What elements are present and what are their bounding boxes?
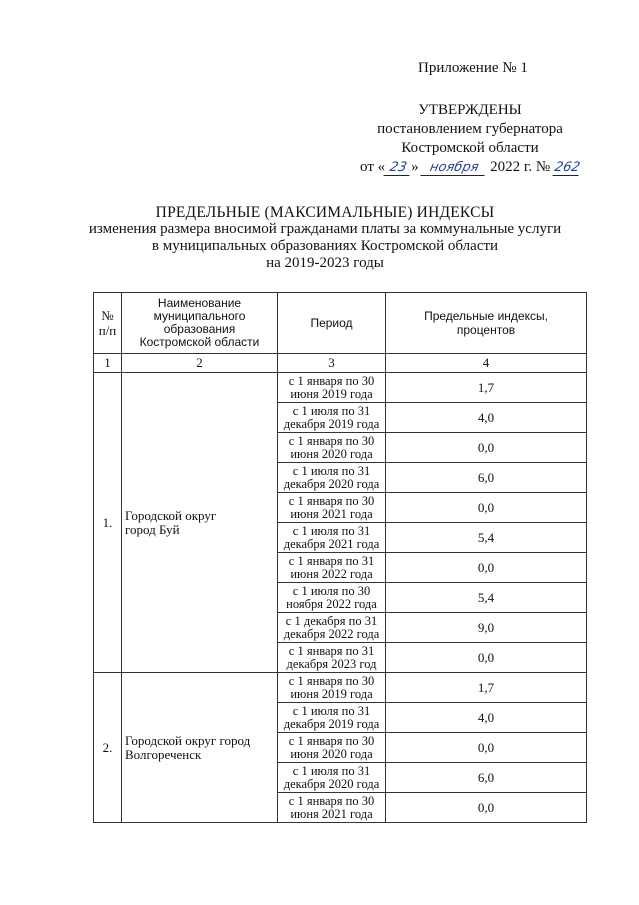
period-cell: с 1 января по 30 июня 2019 года	[278, 673, 386, 703]
table-row	[94, 673, 587, 703]
approval-line-1: постановлением губернатора	[377, 121, 563, 137]
indices-table	[93, 292, 587, 823]
index-value: 1,7	[386, 373, 587, 403]
period-cell: с 1 января по 30 июня 2021 года	[278, 793, 386, 823]
row-number: 1.	[94, 373, 122, 673]
index-value: 0,0	[386, 433, 587, 463]
header-municipality: Наименование муниципального образования Костромской области	[122, 293, 278, 354]
index-value: 0,0	[386, 553, 587, 583]
index-value: 1,7	[386, 673, 587, 703]
column-number: 4	[386, 354, 587, 373]
period-cell: с 1 декабря по 31 декабря 2022 года	[278, 613, 386, 643]
column-number: 1	[94, 354, 122, 373]
handwritten-number: 262	[553, 160, 582, 175]
period-cell: с 1 января по 30 июня 2021 года	[278, 493, 386, 523]
municipality-name: Городской округ город Волгореченск	[122, 673, 278, 823]
index-value: 4,0	[386, 703, 587, 733]
period-cell: с 1 января по 31 июня 2022 года	[278, 553, 386, 583]
index-value: 5,4	[386, 583, 587, 613]
municipality-name: Городской округ город Буй	[122, 373, 278, 673]
index-value: 6,0	[386, 763, 587, 793]
approval-date-line	[350, 158, 590, 177]
index-value: 0,0	[386, 643, 587, 673]
approval-block	[350, 101, 590, 177]
index-value: 0,0	[386, 733, 587, 763]
period-cell: с 1 января по 30 июня 2020 года	[278, 733, 386, 763]
index-value: 5,4	[386, 523, 587, 553]
index-value: 6,0	[386, 463, 587, 493]
date-mid: »	[411, 159, 419, 175]
period-cell: с 1 июля по 31 декабря 2019 года	[278, 403, 386, 433]
date-year: 2022 г. №	[490, 159, 551, 175]
table-body	[94, 373, 587, 823]
period-cell: с 1 июля по 31 декабря 2020 года	[278, 463, 386, 493]
title-line-4: на 2019-2023 годы	[266, 255, 384, 271]
title-line-2: изменения размера вносимой гражданами платы за коммунальные услуги	[88, 221, 562, 237]
period-cell: с 1 июля по 31 декабря 2020 года	[278, 763, 386, 793]
column-number-row	[94, 354, 587, 373]
index-value: 0,0	[386, 793, 587, 823]
header-index: Предельные индексы, процентов	[386, 293, 587, 354]
period-cell: с 1 июля по 30 ноября 2022 года	[278, 583, 386, 613]
period-cell: с 1 января по 30 июня 2020 года	[278, 433, 386, 463]
approval-line-2: Костромской области	[401, 140, 539, 156]
document-title	[60, 204, 590, 272]
index-value: 9,0	[386, 613, 587, 643]
row-number: 2.	[94, 673, 122, 823]
index-value: 4,0	[386, 403, 587, 433]
period-cell: с 1 января по 31 декабря 2023 год	[278, 643, 386, 673]
handwritten-month: ноября	[421, 161, 488, 176]
title-line-1: ПРЕДЕЛЬНЫЕ (МАКСИМАЛЬНЫЕ) ИНДЕКСЫ	[155, 204, 495, 221]
period-cell: с 1 июля по 31 декабря 2021 года	[278, 523, 386, 553]
table-header-row	[94, 293, 587, 354]
period-cell: с 1 января по 30 июня 2019 года	[278, 373, 386, 403]
index-value: 0,0	[386, 493, 587, 523]
column-number: 3	[278, 354, 386, 373]
period-cell: с 1 июля по 31 декабря 2019 года	[278, 703, 386, 733]
appendix-label: Приложение № 1	[418, 60, 528, 76]
approval-title: УТВЕРЖДЕНЫ	[418, 102, 522, 118]
table-row	[94, 373, 587, 403]
date-prefix: от «	[360, 159, 386, 175]
handwritten-day: 23	[384, 161, 413, 176]
header-period: Период	[278, 293, 386, 354]
column-number: 2	[122, 354, 278, 373]
title-line-3: в муниципальных образованиях Костромской области	[151, 238, 499, 254]
header-no: № п/п	[94, 293, 122, 354]
